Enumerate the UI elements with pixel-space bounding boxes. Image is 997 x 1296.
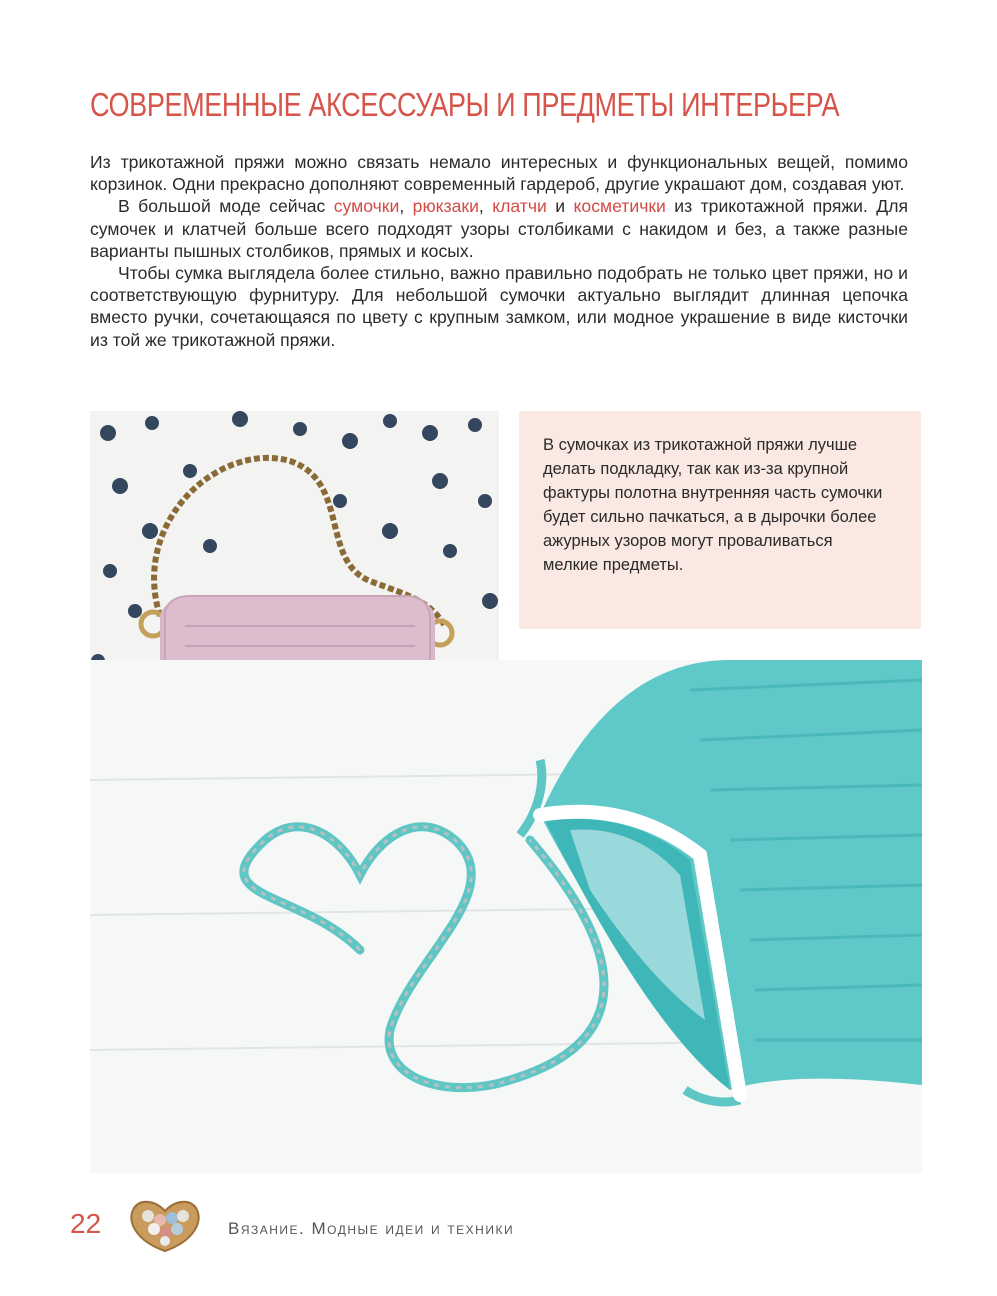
paragraph-2-end: из трикотажной пряжи. Для сумочек и клатчей больше всего подходят узоры столбиками с накидом и без, а также разные варианты пышных столбиков, прямых и косых. — [90, 196, 908, 261]
paragraph-3: Чтобы сумка выглядела более стильно, важно правильно подобрать не только цвет пряжи, но и соответствующую фурнитуру. Для небольшой сумочки актуально выглядит длинная цепочка вместо ручки, сочетающаяся по цвету с крупным замком, или модное украшение в виде кисточки из той же трикотажной пряжи. — [90, 263, 908, 350]
separator: , — [478, 196, 493, 217]
basket-logo-icon — [126, 1196, 204, 1254]
paragraph-2 — [90, 195, 908, 262]
highlight-cosmetic-bags: косметички — [573, 196, 666, 217]
mint-bag-photo — [90, 660, 922, 1173]
tip-text: В сумочках из трикотажной пряжи лучше делать подкладку, так как из-за крупной фактуры полотна внутренняя часть сумочки будет сильно пачкаться, а в дырочки более ажурных узоров могут проваливаться мелкие предметы. — [543, 436, 883, 574]
paragraph-2-start: В большой моде сейчас — [118, 196, 334, 217]
separator: , — [399, 196, 413, 217]
highlight-handbags: сумочки — [333, 196, 400, 217]
page-title: СОВРЕМЕННЫЕ АКСЕССУАРЫ И ПРЕДМЕТЫ ИНТЕРЬЕРА — [90, 86, 840, 123]
conjunction: и — [546, 196, 574, 217]
book-title: Вязание. Модные идеи и техники — [228, 1219, 515, 1238]
highlight-backpacks: рюкзаки — [412, 196, 479, 217]
body-text — [90, 151, 908, 351]
paragraph-1: Из трикотажной пряжи можно связать немало интересных и функциональных вещей, помимо корзинок. Одни прекрасно дополняют современный гардероб, другие украшают дом, создавая уют. — [90, 152, 908, 195]
page-number: 22 — [70, 1208, 102, 1239]
tip-box — [519, 411, 921, 629]
highlight-clutches: клатчи — [492, 196, 547, 217]
